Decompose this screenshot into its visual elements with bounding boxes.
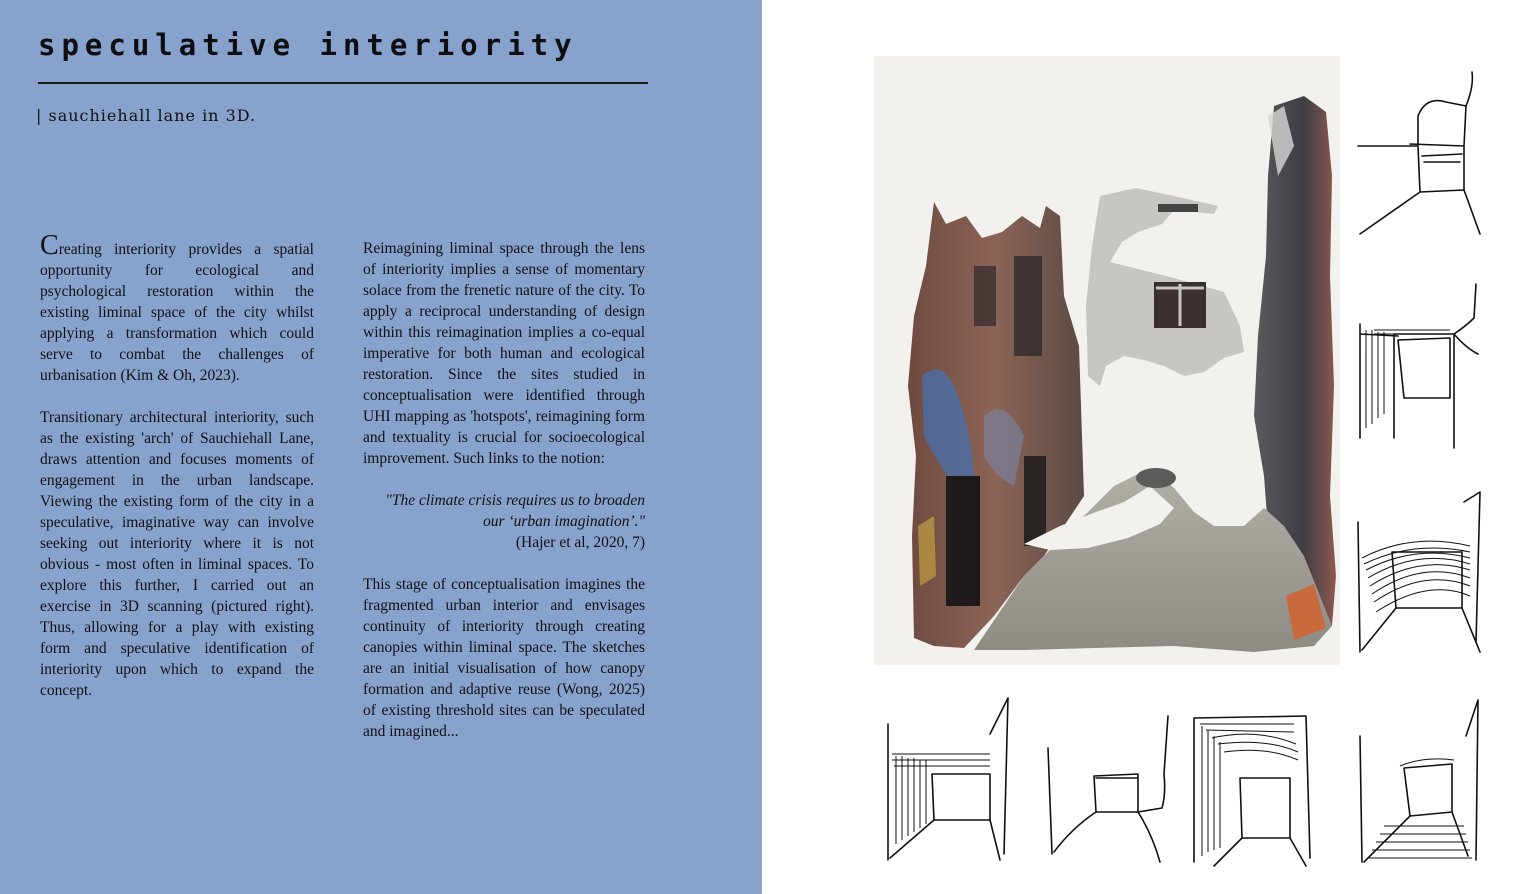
sketch-canopy-4: [882, 694, 1016, 864]
paragraph-intro-text: reating interiority provides a spatial opportunity for ecological and psychological restoration within the existing liminal space of the city whilst applying a transformation which could serve to combat the challenges of urbanisation (Kim & Oh, 2023).: [40, 241, 314, 384]
paragraph-conceptualisation: This stage of conceptualisation imagines the fragmented urban interior and envisages continuity of interiority through creating canopies within liminal space. The sketches are an initial visualisation of how canopy formation and adaptive reuse (Wong, 2025) of existing threshold sites can be speculated and imagined...: [363, 576, 645, 740]
3d-scan-illustration: [874, 56, 1340, 665]
paragraph-reimagining: Reimagining liminal space through the lens of interiority implies a sense of momentary solace from the frenetic nature of the city. To apply a reciprocal understanding of design within this reimagination implies a co-equal imperative for both human and ecological restoration. Since the sites studied in conceptualisation were identified through UHI mapping as 'hotspots', reimagining form and textuality is crucial for socioecological improvement. Such links to the notion:: [363, 240, 645, 467]
left-page: [0, 0, 761, 894]
3d-scan-image: [874, 56, 1340, 665]
sketch-canopy-5: [1042, 704, 1176, 864]
paragraph-transitionary: Transitionary architectural interiority, such as the existing 'arch' of Sauchiehall Lane, draws attention and focuses moments of engagement in the urban landscape. Viewing the existing form of the city in a speculative, imaginative way can involve seeking out interiority where it is not obvious - most often in liminal spaces. To explore this further, I carried out an exercise in 3D scanning (pictured right). Thus, allowing for a play with existing form and speculative identification of interiority upon which to expand the concept.: [40, 409, 314, 699]
title-divider: [38, 82, 648, 84]
quote-text: "The climate crisis requires us to broaden our ‘urban imagination’.": [385, 492, 645, 530]
page-spine: [761, 0, 762, 894]
sketch-canopy-6: [1186, 708, 1320, 868]
drop-cap: C: [40, 230, 59, 261]
sketch-canopy-1: [1354, 66, 1484, 242]
sketch-canopy-2: [1354, 278, 1484, 454]
quote-citation: (Hajer et al, 2020, 7): [515, 534, 645, 551]
pull-quote: [363, 490, 645, 553]
sketch-canopy-7: [1354, 696, 1488, 866]
sketch-canopy-3: [1352, 482, 1486, 658]
text-column-left: [40, 232, 314, 722]
page-title: speculative interiority: [38, 28, 578, 62]
text-column-right: [363, 238, 645, 763]
page-subtitle: | sauchiehall lane in 3D.: [36, 106, 257, 125]
paragraph-intro: [40, 232, 314, 386]
